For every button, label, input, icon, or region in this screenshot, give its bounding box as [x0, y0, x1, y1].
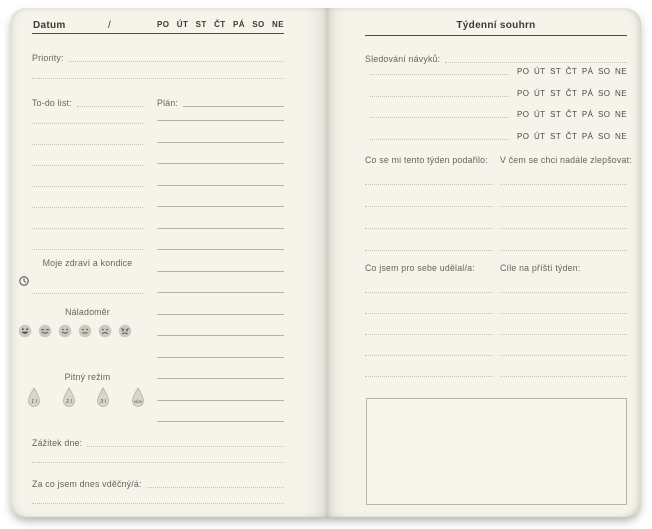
water-drop-more-icon[interactable]: [130, 387, 146, 408]
day-label[interactable]: ST: [195, 20, 207, 29]
day-label[interactable]: PO: [517, 131, 530, 141]
day-label[interactable]: PO: [517, 67, 530, 76]
habit-row: [365, 64, 627, 76]
day-label[interactable]: PÁ: [581, 131, 594, 141]
ruled-line: [500, 228, 627, 229]
drop-label: 2 l: [65, 399, 72, 405]
drop-label: 1 l: [31, 399, 37, 405]
ruled-line: [32, 165, 143, 166]
question-for-myself-label: Co jsem pro sebe udělal/a:: [365, 263, 475, 273]
header-underline: [32, 33, 284, 34]
plan-field: [157, 95, 284, 108]
ruled-line: [500, 355, 627, 356]
priority-label: Priority:: [32, 53, 64, 64]
day-label[interactable]: SO: [598, 67, 611, 76]
habit-row: [365, 107, 627, 119]
day-label[interactable]: ST: [550, 110, 562, 119]
ruled-line: [32, 78, 284, 79]
weekday-header: [157, 21, 284, 29]
experience-label: Zážitek dne:: [32, 438, 83, 449]
habit-row: [365, 86, 627, 98]
hydration-section-label: Pitný režim: [64, 372, 111, 382]
day-label[interactable]: ÚT: [176, 20, 189, 29]
day-label[interactable]: SO: [252, 20, 265, 29]
ruled-line: [365, 206, 493, 207]
ruled-line: [157, 185, 284, 186]
day-label[interactable]: PÁ: [581, 67, 594, 76]
ruled-line: [32, 186, 143, 187]
ruled-line: [365, 334, 493, 335]
day-label[interactable]: ČT: [214, 20, 226, 29]
day-label[interactable]: ÚT: [534, 67, 546, 76]
question-succeeded-label: Co se mi tento týden podařilo:: [365, 155, 488, 165]
habits-field: [365, 52, 627, 64]
ruled-line: [370, 117, 509, 118]
day-label[interactable]: ST: [550, 88, 562, 98]
date-label: Datum: [33, 20, 66, 31]
experience-field: [32, 436, 284, 448]
ruled-line: [500, 250, 627, 251]
ruled-line: [32, 144, 143, 145]
weekday-row: [517, 68, 627, 76]
drop-label: 3 l: [100, 399, 107, 405]
ruled-line: [370, 139, 509, 140]
day-label[interactable]: SO: [598, 110, 611, 119]
ruled-line: [147, 487, 284, 488]
day-label[interactable]: ÚT: [534, 131, 546, 141]
habits-label: Sledování návyků:: [365, 54, 441, 65]
clock-icon: [19, 276, 29, 286]
ruled-line: [77, 106, 143, 107]
weekday-row: [517, 133, 627, 141]
ruled-line: [370, 74, 509, 75]
date-separator: /: [108, 20, 111, 31]
day-label[interactable]: SO: [598, 131, 611, 141]
day-label[interactable]: ČT: [565, 110, 578, 119]
ruled-line: [445, 62, 627, 63]
ruled-line: [365, 376, 493, 377]
ruled-line: [32, 228, 143, 229]
gratitude-field: [32, 477, 284, 489]
ruled-line: [32, 123, 143, 124]
health-section-label: Moje zdraví a kondice: [42, 258, 133, 268]
hydration-scale: [26, 387, 146, 408]
day-label[interactable]: ČT: [565, 88, 578, 98]
priority-field: [32, 51, 284, 63]
ruled-line: [157, 421, 284, 422]
ruled-line: [157, 292, 284, 293]
mood-grin-icon[interactable]: [18, 324, 32, 338]
day-label[interactable]: ST: [550, 131, 562, 141]
ruled-line: [500, 334, 627, 335]
question-improve-label: V čem se chci nadále zlepšovat:: [500, 155, 632, 165]
ruled-line: [500, 376, 627, 377]
notes-box: [366, 398, 627, 505]
day-label[interactable]: NE: [272, 20, 284, 29]
mood-happy-icon[interactable]: [38, 324, 52, 338]
day-label[interactable]: ČT: [565, 67, 578, 76]
ruled-line: [500, 184, 627, 185]
ruled-line: [157, 163, 284, 164]
mood-neutral-icon[interactable]: [78, 324, 92, 338]
ruled-line: [365, 292, 493, 293]
day-label[interactable]: PO: [157, 20, 170, 29]
ruled-line: [157, 206, 284, 207]
todo-field: [32, 95, 143, 108]
ruled-line: [157, 228, 284, 229]
day-label[interactable]: ST: [550, 67, 562, 76]
ruled-line: [32, 249, 143, 250]
ruled-line: [87, 446, 284, 447]
ruled-line: [500, 292, 627, 293]
ruled-line: [183, 106, 284, 107]
todo-label: To-do list:: [32, 98, 72, 109]
ruled-line: [32, 462, 284, 463]
ruled-line: [365, 184, 493, 185]
ruled-line: [365, 228, 493, 229]
question-next-week-goals-label: Cíle na příští týden:: [500, 263, 581, 273]
weekday-row: [517, 111, 627, 119]
ruled-line: [69, 61, 284, 62]
ruled-line: [157, 400, 284, 401]
ruled-line: [157, 271, 284, 272]
habit-row: [365, 129, 627, 141]
ruled-line: [32, 503, 284, 504]
ruled-line: [157, 249, 284, 250]
day-label[interactable]: PÁ: [581, 88, 594, 98]
ruled-line: [157, 378, 284, 379]
water-drop-2l-icon[interactable]: [61, 387, 77, 408]
mood-scale: [18, 324, 132, 338]
ruled-line: [500, 313, 627, 314]
ruled-line: [157, 335, 284, 336]
ruled-line: [32, 293, 143, 294]
weekday-row: [517, 90, 627, 98]
drop-label: více: [133, 398, 142, 404]
ruled-line: [365, 355, 493, 356]
ruled-line: [157, 120, 284, 121]
ruled-line: [157, 314, 284, 315]
day-label[interactable]: ÚT: [534, 88, 546, 98]
day-label[interactable]: NE: [615, 131, 627, 141]
day-label[interactable]: PO: [517, 110, 530, 119]
ruled-line: [32, 207, 143, 208]
notebook-spread: [10, 8, 641, 517]
header-underline: [365, 35, 627, 36]
day-label[interactable]: PÁ: [232, 20, 245, 29]
water-drop-3l-icon[interactable]: [95, 387, 111, 408]
day-label[interactable]: SO: [598, 88, 611, 98]
mood-smile-icon[interactable]: [58, 324, 72, 338]
day-label[interactable]: NE: [615, 67, 627, 76]
mood-section-label: Náladoměr: [65, 307, 110, 317]
ruled-line: [365, 313, 493, 314]
day-label[interactable]: PÁ: [581, 110, 594, 119]
ruled-line: [157, 142, 284, 143]
spine-shadow: [306, 8, 346, 517]
ruled-line: [370, 96, 509, 97]
day-label[interactable]: ČT: [565, 131, 578, 141]
weekly-title: Týdenní souhrn: [456, 20, 536, 31]
ruled-line: [365, 250, 493, 251]
water-drop-1l-icon[interactable]: [26, 387, 42, 408]
day-label[interactable]: NE: [615, 88, 627, 98]
mood-angry-icon[interactable]: [118, 324, 132, 338]
plan-label: Plán:: [157, 98, 179, 109]
day-label[interactable]: NE: [615, 110, 627, 119]
ruled-line: [500, 206, 627, 207]
mood-sad-icon[interactable]: [98, 324, 112, 338]
day-label[interactable]: ÚT: [534, 110, 546, 119]
ruled-line: [157, 357, 284, 358]
day-label[interactable]: PO: [517, 88, 530, 98]
gratitude-label: Za co jsem dnes vděčný/á:: [32, 479, 142, 490]
